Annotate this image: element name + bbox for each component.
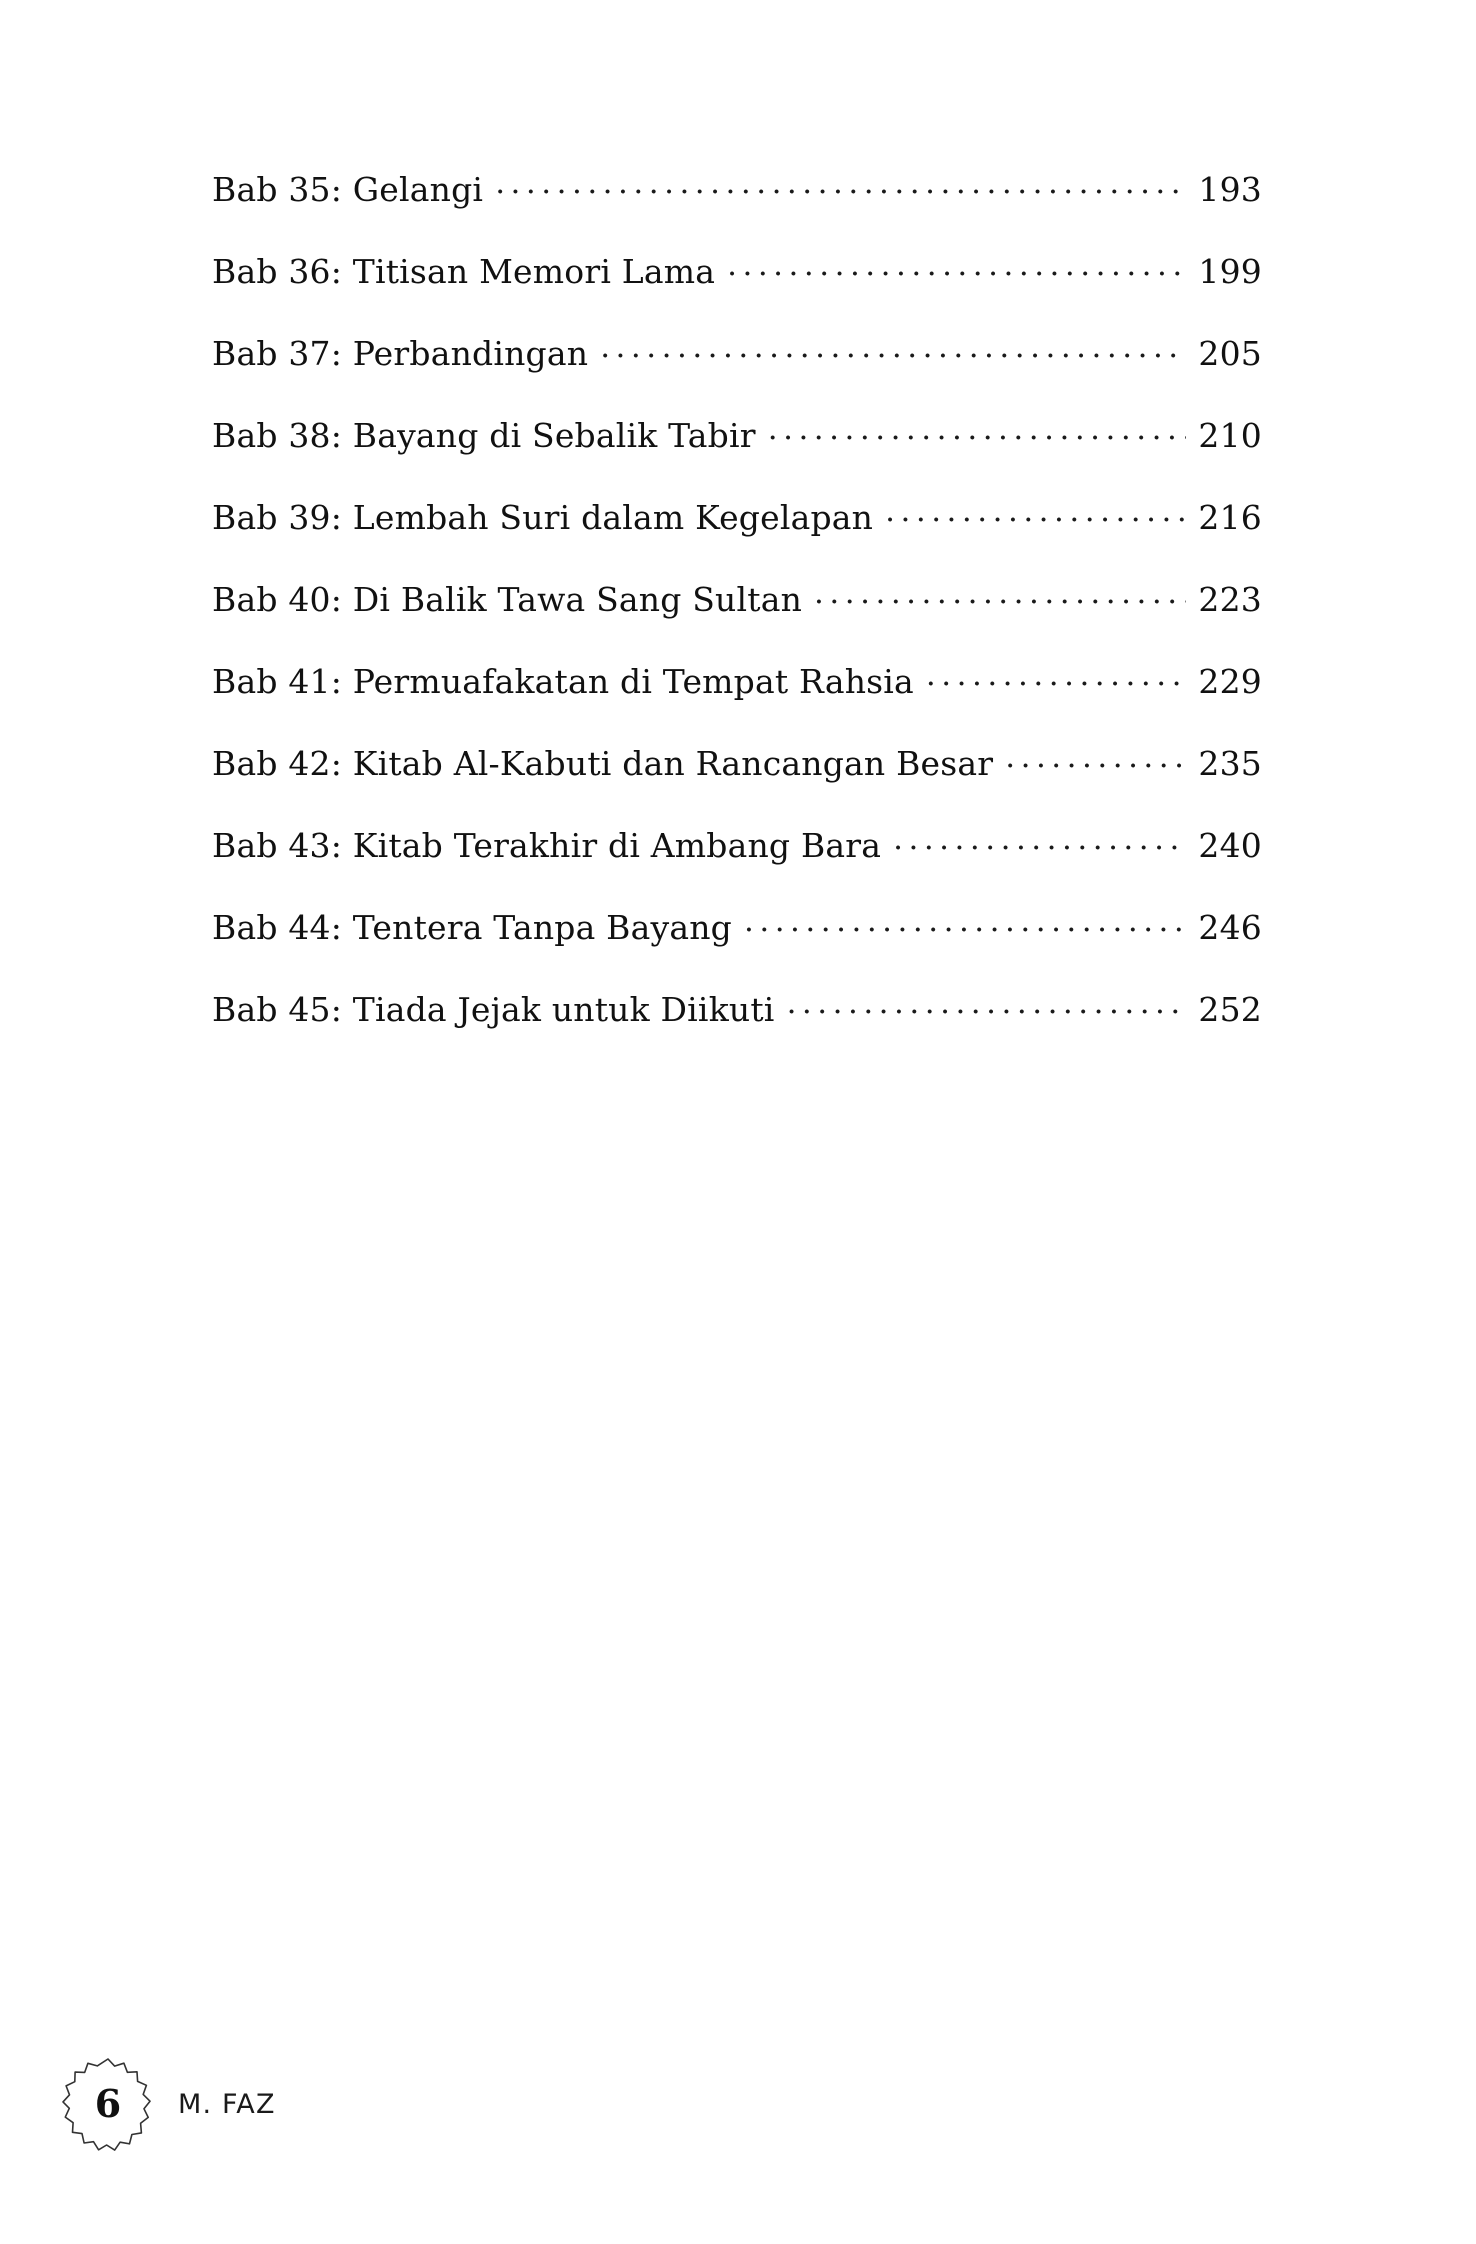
toc-entry[interactable] <box>212 496 1262 537</box>
toc-entry-title: Bab 38: Bayang di Sebalik Tabir <box>212 416 756 455</box>
toc-entry[interactable] <box>212 906 1262 947</box>
toc-leader-dots <box>787 988 1187 1021</box>
toc-entry-title: Bab 42: Kitab Al-Kabuti dan Rancangan Besar <box>212 744 994 783</box>
toc-entry-page: 205 <box>1198 334 1262 373</box>
footer-author-name: M. FAZ <box>178 2088 276 2120</box>
toc-entry-title: Bab 45: Tiada Jejak untuk Diikuti <box>212 990 775 1029</box>
toc-entry-page: 210 <box>1198 416 1262 455</box>
toc-leader-dots <box>768 414 1187 447</box>
toc-entry-page: 229 <box>1198 662 1262 701</box>
toc-entry[interactable] <box>212 824 1262 865</box>
toc-entry-title: Bab 43: Kitab Terakhir di Ambang Bara <box>212 826 882 865</box>
toc-entry[interactable] <box>212 414 1262 455</box>
toc-leader-dots <box>744 906 1186 939</box>
table-of-contents <box>212 168 1262 1070</box>
toc-entry-page: 235 <box>1198 744 1262 783</box>
toc-entry-page: 240 <box>1198 826 1262 865</box>
toc-entry-page: 246 <box>1198 908 1262 947</box>
page-footer <box>60 2056 276 2152</box>
toc-entry[interactable] <box>212 660 1262 701</box>
toc-entry-page: 193 <box>1198 170 1262 209</box>
toc-entry-title: Bab 41: Permuafakatan di Tempat Rahsia <box>212 662 914 701</box>
toc-entry-page: 223 <box>1198 580 1262 619</box>
toc-entry[interactable] <box>212 988 1262 1029</box>
toc-leader-dots <box>1005 742 1186 775</box>
toc-leader-dots <box>495 168 1186 201</box>
toc-leader-dots <box>926 660 1187 693</box>
toc-entry-page: 199 <box>1198 252 1262 291</box>
toc-leader-dots <box>727 250 1186 283</box>
toc-entry-title: Bab 35: Gelangi <box>212 170 484 209</box>
toc-leader-dots <box>814 578 1186 611</box>
toc-leader-dots <box>600 332 1186 365</box>
toc-entry[interactable] <box>212 578 1262 619</box>
toc-entry-title: Bab 40: Di Balik Tawa Sang Sultan <box>212 580 803 619</box>
toc-leader-dots <box>893 824 1186 857</box>
toc-entry-page: 252 <box>1198 990 1262 1029</box>
toc-entry-title: Bab 36: Titisan Memori Lama <box>212 252 716 291</box>
page-number: 6 <box>94 2081 122 2126</box>
toc-entry[interactable] <box>212 250 1262 291</box>
toc-entry-page: 216 <box>1198 498 1262 537</box>
folio-badge <box>60 2056 156 2152</box>
toc-entry-title: Bab 44: Tentera Tanpa Bayang <box>212 908 732 947</box>
toc-entry-title: Bab 37: Perbandingan <box>212 334 589 373</box>
toc-entry[interactable] <box>212 332 1262 373</box>
toc-entry[interactable] <box>212 168 1262 209</box>
toc-entry-title: Bab 39: Lembah Suri dalam Kegelapan <box>212 498 874 537</box>
toc-leader-dots <box>885 496 1186 529</box>
toc-entry[interactable] <box>212 742 1262 783</box>
